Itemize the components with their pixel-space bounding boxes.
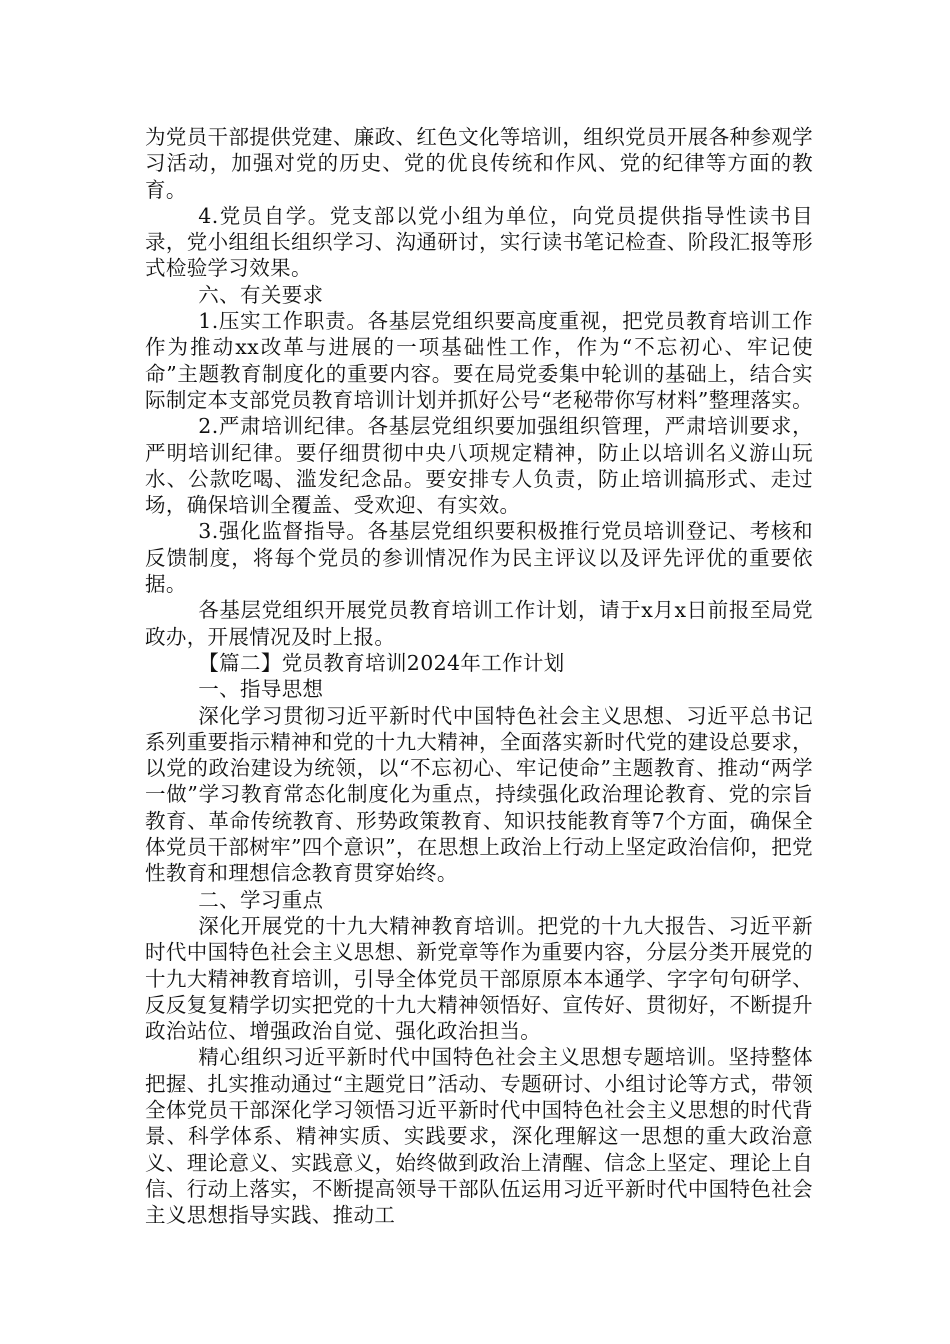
paragraph-discipline: 2.严肃培训纪律。各基层党组织要加强组织管理，严肃培训要求，严明培训纪律。要仔细贯彻中央八项规定精神，防止以培训名义游山玩水、公款吃喝、滥发纪念品。要安排专人负责，防止培训搞形式、走过场，确保培训全覆盖、受欢迎、有实效。 xyxy=(145,414,813,518)
paragraph-supervision: 3.强化监督指导。各基层党组织要积极推行党员培训登记、考核和反馈制度，将每个党员的参训情况作为民主评议以及评先评优的重要依据。 xyxy=(145,519,813,597)
paragraph-nineteenth-congress-training: 深化开展党的十九大精神教育培训。把党的十九大报告、习近平新时代中国特色社会主义思想、新党章等作为重要内容，分层分类开展党的十九大精神教育培训，引导全体党员干部原原本本通学、字字句句研学、反反复复精学切实把党的十九大精神领悟好、宣传好、贯彻好，不断提升政治站位、增强政治自觉、强化政治担当。 xyxy=(145,913,813,1044)
paragraph-submission-note: 各基层党组织开展党员教育培训工作计划，请于x月x日前报至局党政办，开展情况及时上报。 xyxy=(145,598,813,649)
paragraph-guiding-ideology: 深化学习贯彻习近平新时代中国特色社会主义思想、习近平总书记系列重要指示精神和党的十九大精神，全面落实新时代党的建设总要求，以党的政治建设为统领，以“不忘初心、牢记使命”主题教育、推动“两学一做”学习教育常态化制度化为重点，持续强化政治理论教育、党的宗旨教育、革命传统教育、形势政策教育、知识技能教育等7个方面，确保全体党员干部树牢”四个意识”，在思想上政治上行动上坚定政治信仰，把党性教育和理想信念教育贯穿始终。 xyxy=(145,703,814,886)
section-heading-requirements: 六、有关要求 xyxy=(198,282,324,307)
document-body xyxy=(145,124,813,1228)
section-heading-learning-focus: 二、学习重点 xyxy=(198,887,324,912)
paragraph-special-training: 精心组织习近平新时代中国特色社会主义思想专题培训。坚持整体把握、扎实推动通过“主题党日”活动、专题研讨、小组讨论等方式，带领全体党员干部深化学习领悟习近平新时代中国特色社会主义思想的时代背景、科学体系、精神实质、实践要求，深化理解这一思想的重大政治意义、理论意义、实践意义，始终做到政治上清醒、信念上坚定、理论上自信、行动上落实，不断提高领导干部队伍运用习近平新时代中国特色社会主义思想指导实践、推动工 xyxy=(145,1045,814,1228)
paragraph-responsibility: 1.压实工作职责。各基层党组织要高度重视，把党员教育培训工作作为推动xx改革与进展的一项基础性工作，作为“不忘初心、牢记使命”主题教育制度化的重要内容。要在局党委集中轮训的基础上，结合实际制定本支部党员教育培训计划并抓好公号“老秘带你写材料”整理落实。 xyxy=(145,309,814,412)
part-two-title: 【篇二】党员教育培训2024年工作计划 xyxy=(198,650,565,675)
paragraph-self-study: 4.党员自学。党支部以党小组为单位，向党员提供指导性读书目录，党小组组长组织学习、沟通研讨，实行读书笔记检查、阶段汇报等形式检验学习效果。 xyxy=(145,203,813,281)
paragraph-continuation: 为党员干部提供党建、廉政、红色文化等培训，组织党员开展各种参观学习活动，加强对党的历史、党的优良传统和作风、党的纪律等方面的教育。 xyxy=(145,125,813,202)
section-heading-guiding-ideology: 一、指导思想 xyxy=(198,677,324,702)
